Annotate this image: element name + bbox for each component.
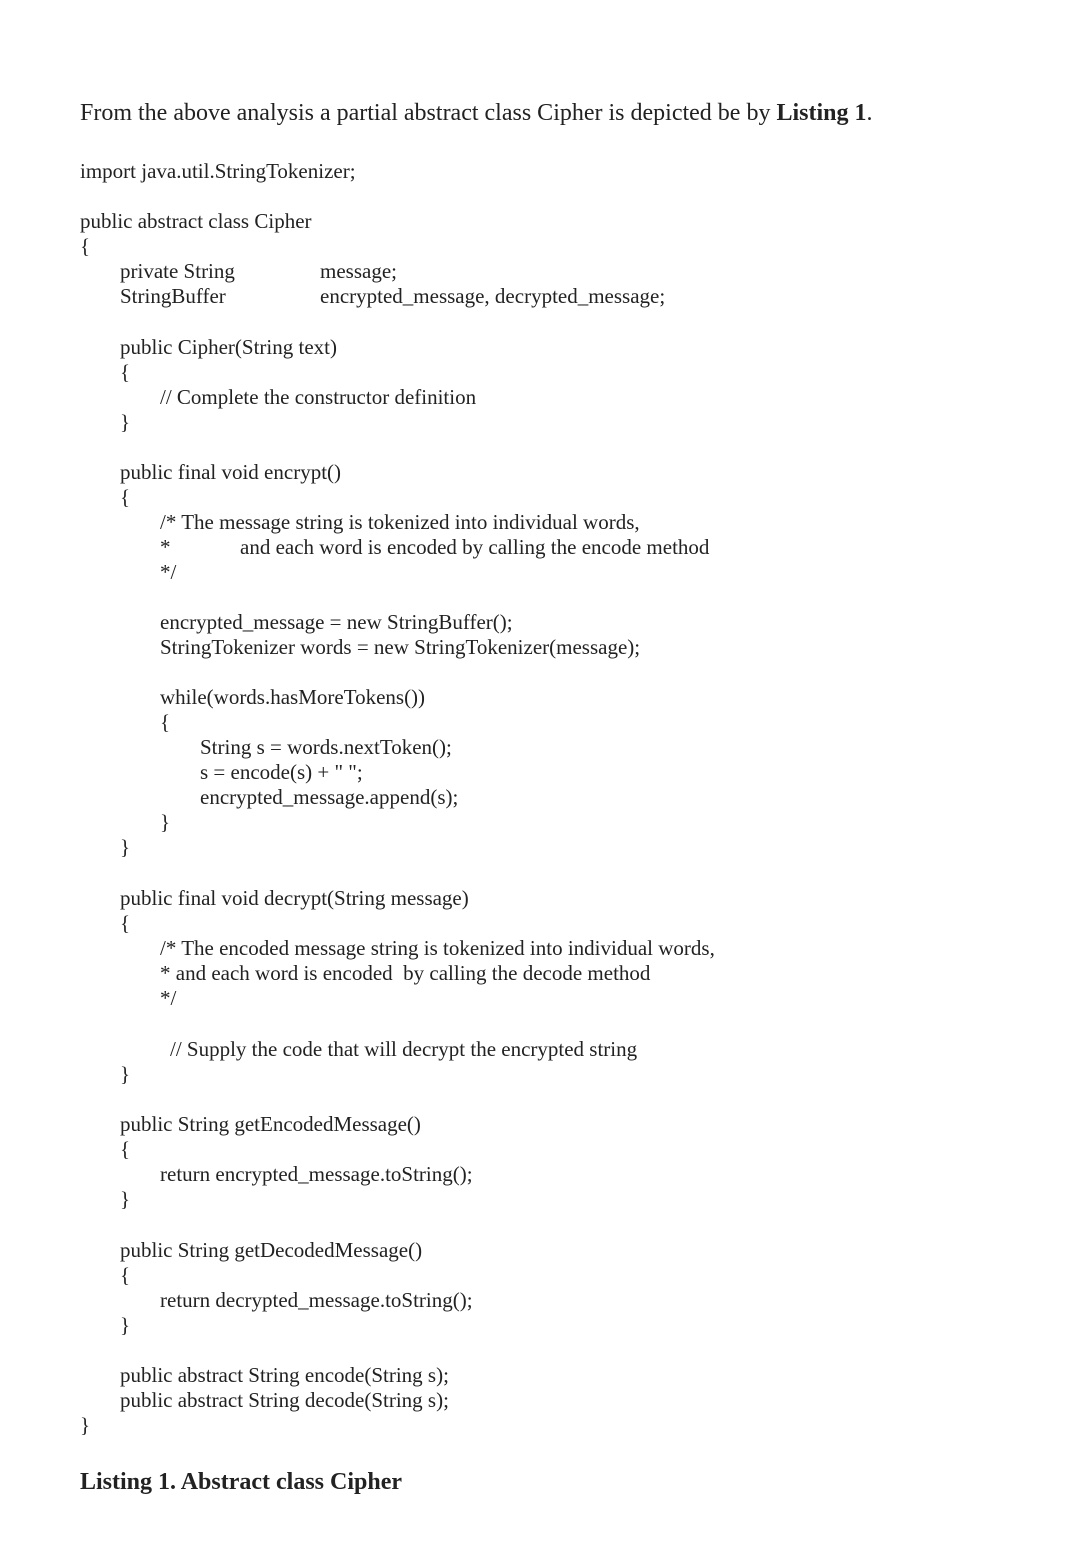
while-open-brace: { xyxy=(160,710,171,734)
decrypt-open-brace: { xyxy=(120,911,131,935)
encrypt-comment-end: */ xyxy=(160,560,177,584)
listing-reference: Listing 1 xyxy=(776,100,867,126)
get-decoded-body: return decrypted_message.toString(); xyxy=(160,1288,473,1312)
decrypt-comment-end: */ xyxy=(160,986,177,1010)
intro-text: From the above analysis a partial abstract class Cipher is depicted be by xyxy=(80,100,777,126)
field2-name: encrypted_message, decrypted_message; xyxy=(320,284,666,308)
listing-caption: Listing 1. Abstract class Cipher xyxy=(80,1469,403,1495)
get-decoded-signature: public String getDecodedMessage() xyxy=(120,1238,423,1262)
encrypt-comment-line2: and each word is encoded by calling the encode method xyxy=(240,535,710,559)
encrypt-statement1: encrypted_message = new StringBuffer(); xyxy=(160,610,513,634)
loop-statement2: s = encode(s) + " "; xyxy=(200,760,363,784)
encrypt-comment-star: * xyxy=(160,535,171,559)
get-encoded-open-brace: { xyxy=(120,1137,131,1161)
get-encoded-body: return encrypted_message.toString(); xyxy=(160,1162,473,1186)
constructor-open-brace: { xyxy=(120,360,131,384)
while-loop-header: while(words.hasMoreTokens()) xyxy=(160,685,426,709)
constructor-signature: public Cipher(String text) xyxy=(120,335,337,359)
class-declaration: public abstract class Cipher xyxy=(80,209,312,233)
decrypt-comment-line1: /* The encoded message string is tokenized into individual words, xyxy=(160,936,715,960)
abstract-decode-declaration: public abstract String decode(String s); xyxy=(120,1388,449,1412)
encrypt-close-brace: } xyxy=(120,835,131,859)
decrypt-signature: public final void decrypt(String message) xyxy=(120,886,469,910)
field2-type: StringBuffer xyxy=(120,284,226,308)
constructor-comment: // Complete the constructor definition xyxy=(160,385,477,409)
loop-statement1: String s = words.nextToken(); xyxy=(200,735,452,759)
intro-period: . xyxy=(866,100,873,126)
decrypt-comment-line2: * and each word is encoded by calling the decode method xyxy=(160,961,651,985)
field1-type: private String xyxy=(120,259,235,283)
encrypt-open-brace: { xyxy=(120,485,131,509)
import-statement: import java.util.StringTokenizer; xyxy=(80,159,356,183)
class-open-brace: { xyxy=(80,234,91,258)
get-encoded-close-brace: } xyxy=(120,1187,131,1211)
get-encoded-signature: public String getEncodedMessage() xyxy=(120,1112,421,1136)
class-close-brace: } xyxy=(80,1413,91,1437)
encrypt-signature: public final void encrypt() xyxy=(120,460,342,484)
constructor-close-brace: } xyxy=(120,410,131,434)
while-close-brace: } xyxy=(160,810,171,834)
encrypt-comment-line1: /* The message string is tokenized into individual words, xyxy=(160,510,640,534)
loop-statement3: encrypted_message.append(s); xyxy=(200,785,459,809)
abstract-encode-declaration: public abstract String encode(String s); xyxy=(120,1363,449,1387)
encrypt-statement2: StringTokenizer words = new StringTokenizer(message); xyxy=(160,635,641,659)
get-decoded-close-brace: } xyxy=(120,1313,131,1337)
field1-name: message; xyxy=(320,259,397,283)
decrypt-close-brace: } xyxy=(120,1062,131,1086)
decrypt-todo-comment: // Supply the code that will decrypt the encrypted string xyxy=(170,1037,638,1061)
intro-paragraph xyxy=(80,97,873,129)
get-decoded-open-brace: { xyxy=(120,1263,131,1287)
